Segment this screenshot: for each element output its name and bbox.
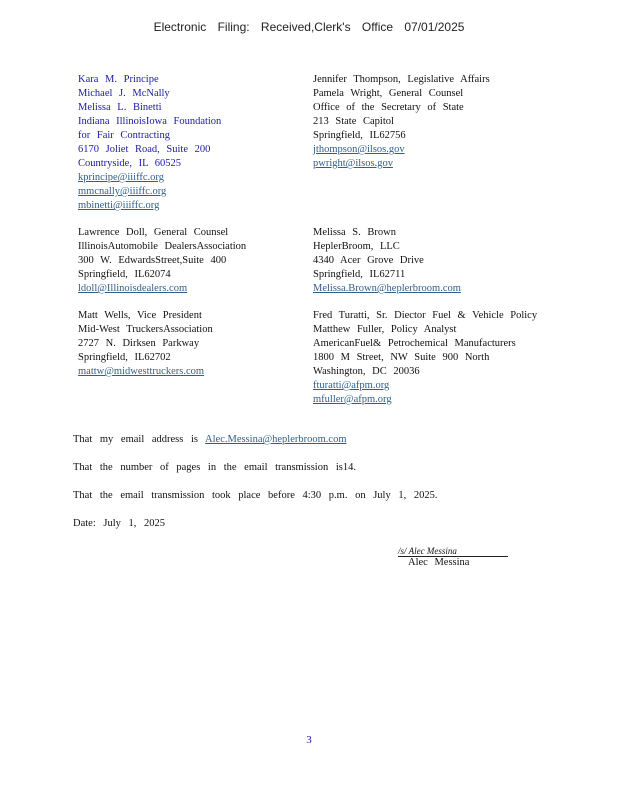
recipient-line: Melissa S. Brown bbox=[313, 227, 396, 238]
recipient-line: 4340 Acer Grove Drive bbox=[313, 255, 424, 266]
email-link[interactable] bbox=[313, 157, 490, 171]
recipient-line: Pamela Wright, General Counsel bbox=[313, 88, 464, 99]
recipient-block-sos bbox=[313, 73, 490, 171]
email-link[interactable] bbox=[78, 365, 213, 379]
recipient-line: Springfield, IL62756 bbox=[313, 130, 406, 141]
email-link[interactable] bbox=[78, 171, 221, 185]
recipient-line: Jennifer Thompson, Legislative Affairs bbox=[313, 74, 490, 85]
recipient-line: for Fair Contracting bbox=[78, 130, 170, 141]
recipient-line: Countryside, IL 60525 bbox=[78, 158, 181, 169]
email-link-text[interactable]: pwright@ilsos.gov bbox=[313, 158, 393, 169]
page-number: 3 bbox=[306, 734, 312, 746]
email-link-text[interactable]: Melissa.Brown@heplerbroom.com bbox=[313, 283, 461, 294]
recipient-line: 2727 N. Dirksen Parkway bbox=[78, 338, 200, 349]
recipient-line: 1800 M Street, NW Suite 900 North bbox=[313, 352, 490, 363]
statement-pages: That the number of pages in the email transmission is14. bbox=[73, 462, 356, 473]
signer-name: Alec Messina bbox=[408, 557, 470, 568]
recipient-line: Fred Turatti, Sr. Diector Fuel & Vehicle Policy bbox=[313, 310, 538, 321]
recipient-line: Mid-West TruckersAssociation bbox=[78, 324, 213, 335]
recipient-line: Washington, DC 20036 bbox=[313, 366, 420, 377]
recipient-block-afpm bbox=[313, 309, 537, 407]
email-link[interactable] bbox=[313, 143, 490, 157]
email-link-text[interactable]: mbinetti@iiiffc.org bbox=[78, 200, 160, 211]
signature-block bbox=[398, 546, 508, 568]
recipient-line: Matthew Fuller, Policy Analyst bbox=[313, 324, 457, 335]
email-link[interactable] bbox=[313, 282, 461, 296]
recipient-block-truckers bbox=[78, 309, 213, 379]
email-link-text[interactable]: kprincipe@iiiffc.org bbox=[78, 172, 164, 183]
email-link[interactable] bbox=[78, 282, 246, 296]
signature-line: /s/ Alec Messina bbox=[398, 546, 508, 557]
filing-header: Electronic Filing: Received,Clerk's Office 07/01/2025 bbox=[153, 20, 465, 34]
recipient-line: 6170 Joliet Road, Suite 200 bbox=[78, 144, 211, 155]
statement-email-prefix: That my email address is bbox=[73, 434, 198, 445]
recipient-line: IllinoisAutomobile DealersAssociation bbox=[78, 241, 247, 252]
recipient-line: AmericanFuel& Petrochemical Manufacturers bbox=[313, 338, 516, 349]
recipient-line: 300 W. EdwardsStreet,Suite 400 bbox=[78, 255, 227, 266]
email-link-text[interactable]: jthompson@ilsos.gov bbox=[313, 144, 405, 155]
statement-email bbox=[73, 434, 347, 445]
email-link-text[interactable]: mfuller@afpm.org bbox=[313, 394, 392, 405]
recipient-line: Kara M. Principe bbox=[78, 74, 159, 85]
sender-email-link[interactable]: Alec.Messina@heplerbroom.com bbox=[205, 434, 347, 445]
email-link-text[interactable]: mmcnally@iiiffc.org bbox=[78, 186, 167, 197]
recipient-line: HeplerBroom, LLC bbox=[313, 241, 400, 252]
recipient-line: Indiana IllinoisIowa Foundation bbox=[78, 116, 222, 127]
recipient-block-iiiffc bbox=[78, 73, 221, 213]
recipient-block-dealers bbox=[78, 226, 246, 296]
recipient-block-heplerbroom bbox=[313, 226, 461, 296]
recipient-line: Springfield, IL62702 bbox=[78, 352, 171, 363]
statement-date: Date: July 1, 2025 bbox=[73, 518, 165, 529]
recipient-line: 213 State Capitol bbox=[313, 116, 394, 127]
recipient-line: Melissa L. Binetti bbox=[78, 102, 162, 113]
email-link[interactable] bbox=[78, 185, 221, 199]
recipient-line: Lawrence Doll, General Counsel bbox=[78, 227, 229, 238]
email-link-text[interactable]: mattw@midwesttruckers.com bbox=[78, 366, 205, 377]
email-link-text[interactable]: fturatti@afpm.org bbox=[313, 380, 390, 391]
recipient-line: Office of the Secretary of State bbox=[313, 102, 464, 113]
recipient-line: Matt Wells, Vice President bbox=[78, 310, 202, 321]
recipient-line: Springfield, IL62074 bbox=[78, 269, 171, 280]
email-link-text[interactable]: ldoll@Illinoisdealers.com bbox=[78, 283, 188, 294]
statement-time: That the email transmission took place before 4:30 p.m. on July 1, 2025. bbox=[73, 490, 438, 501]
recipient-line: Michael J. McNally bbox=[78, 88, 170, 99]
email-link[interactable] bbox=[313, 379, 537, 393]
email-link[interactable] bbox=[78, 199, 221, 213]
recipient-line: Springfield, IL62711 bbox=[313, 269, 406, 280]
email-link[interactable] bbox=[313, 393, 537, 407]
